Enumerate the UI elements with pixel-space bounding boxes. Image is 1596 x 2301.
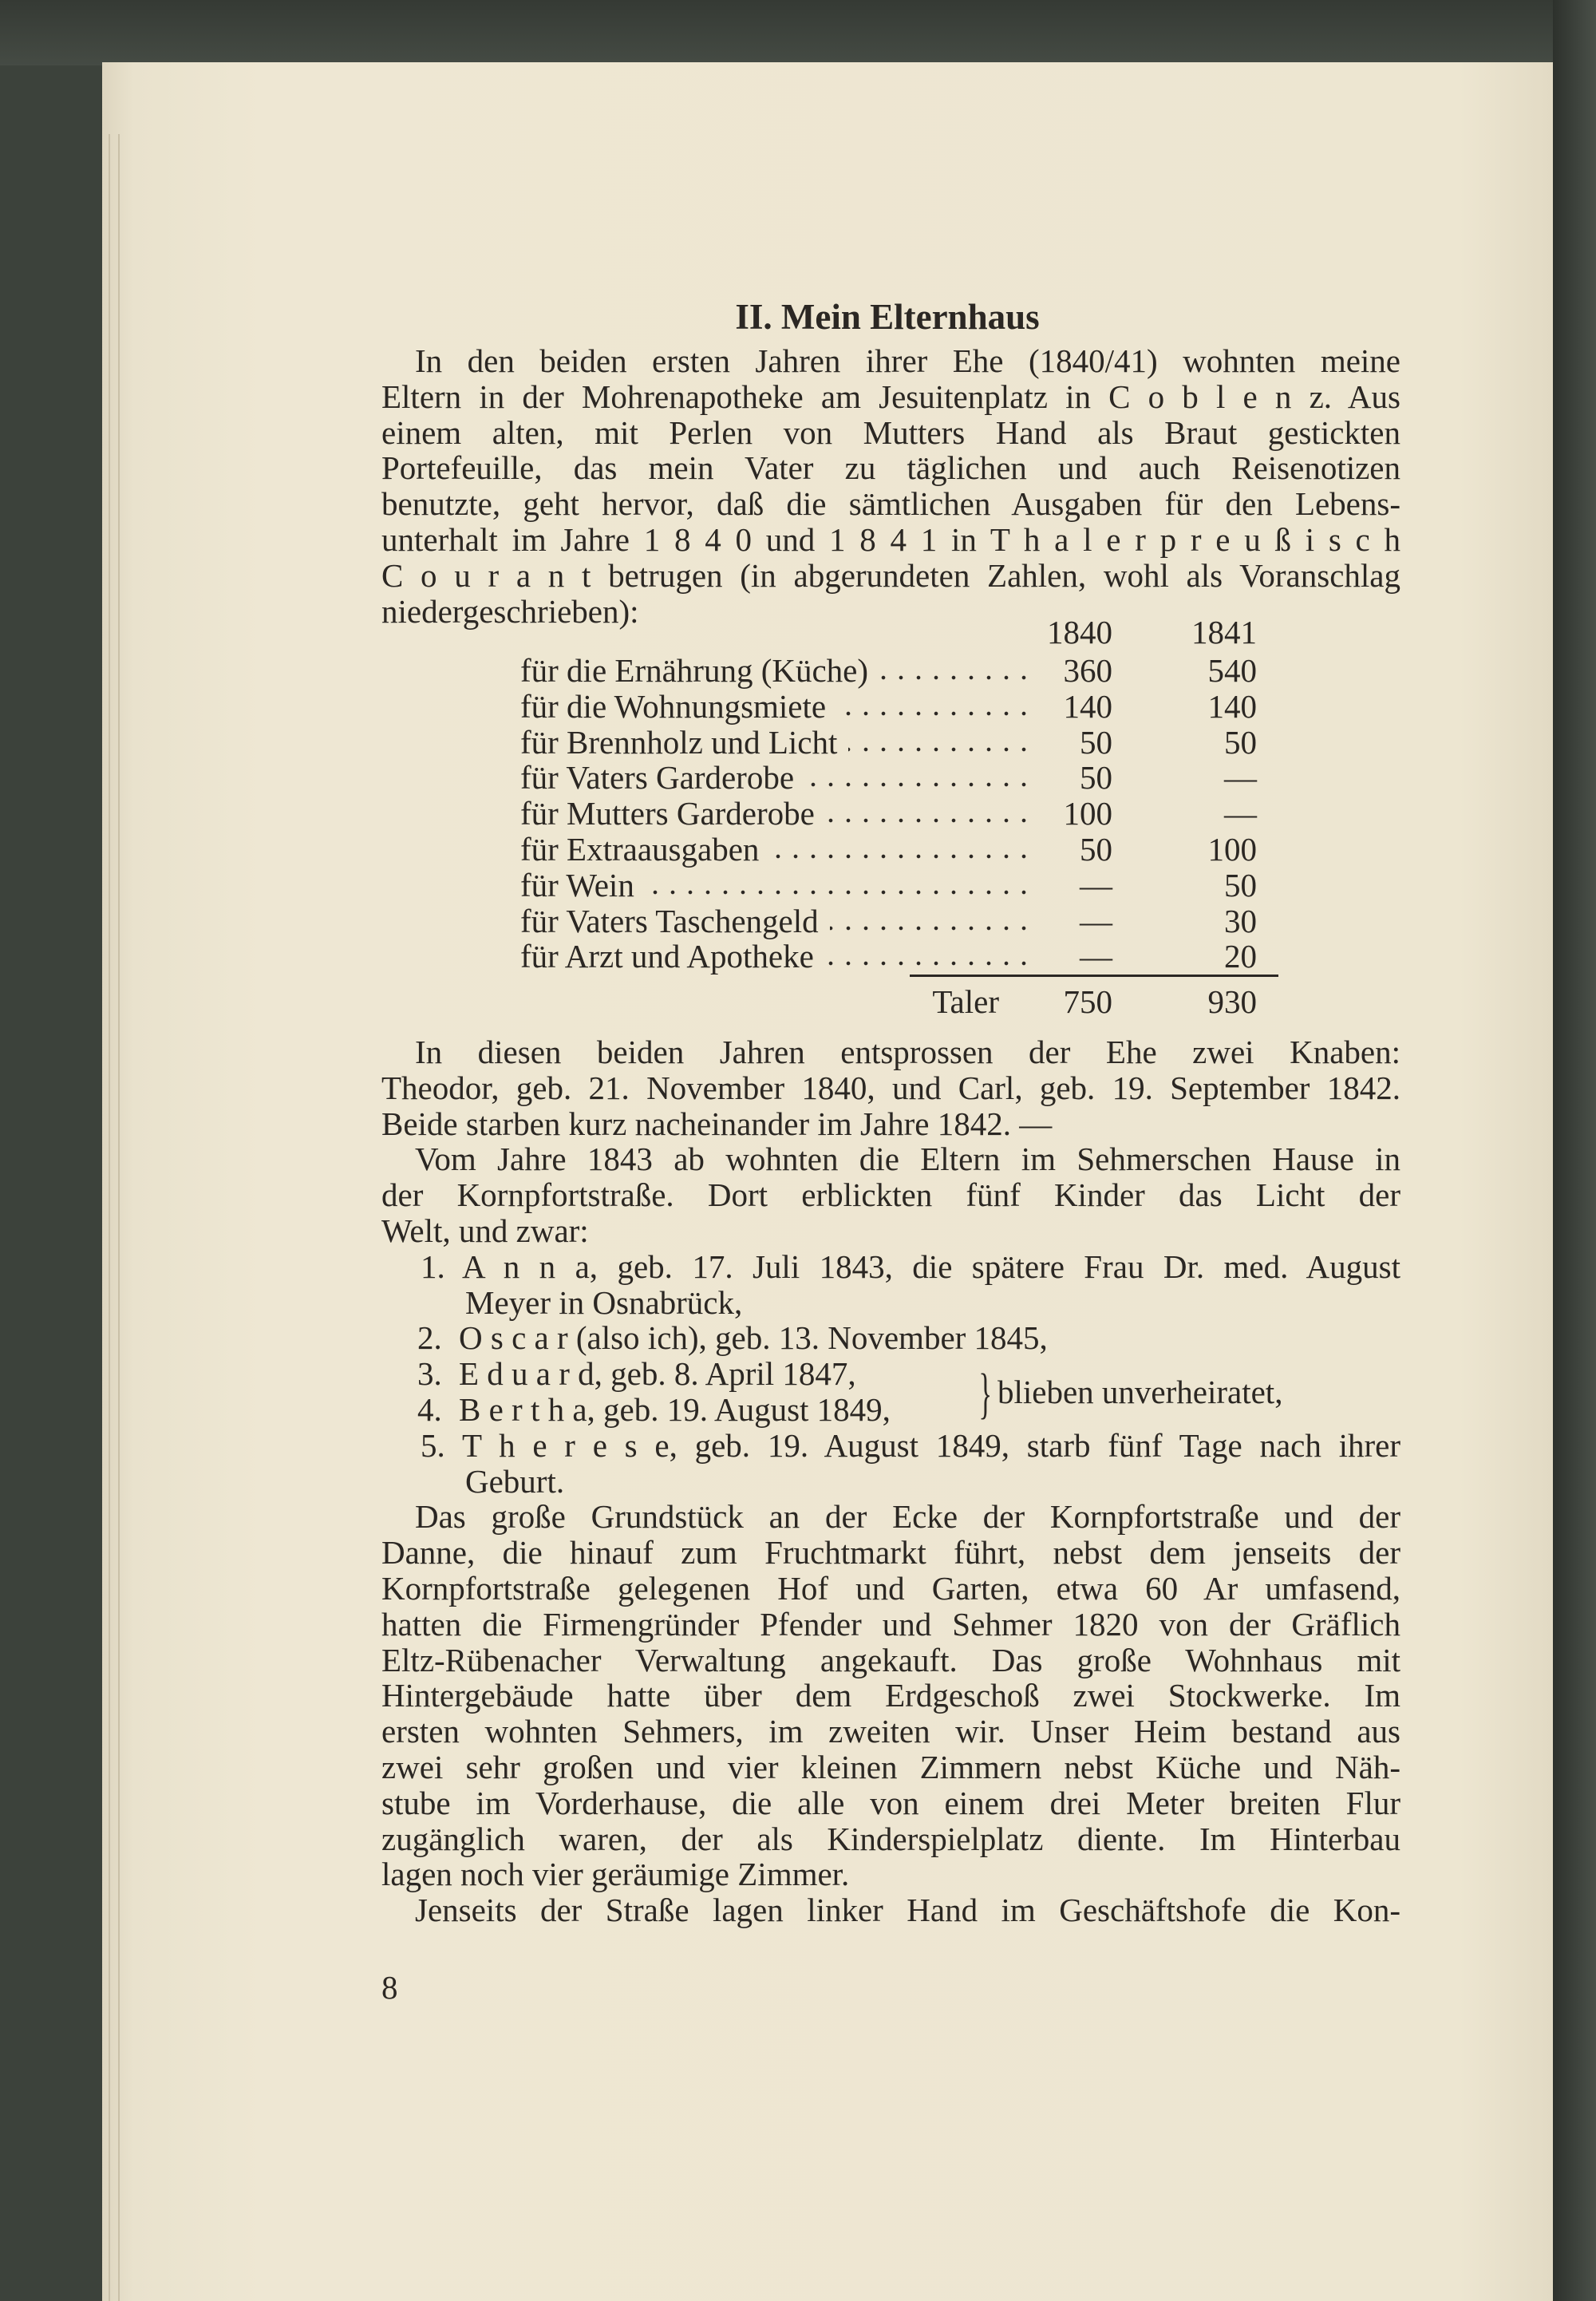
text-line: Kornpfortstraße gelegenen Hof und Garten, etwa 60 Ar umfasend, (381, 1569, 1400, 1607)
total-1840: 750 (1063, 983, 1112, 1020)
list-item (421, 1428, 1400, 1464)
value-1840: 140 (1063, 687, 1112, 725)
expense-label: für die Ernährung (Küche) (520, 652, 869, 689)
expense-total-row (520, 984, 1286, 1020)
text-line: In diesen beiden Jahren entsprossen der Ehe zwei Knaben: (415, 1034, 1400, 1070)
expense-row (520, 868, 1286, 903)
dot-leader (646, 890, 1033, 895)
text-line: Eltern in der Mohrenapotheke am Jesuitenplatz in C o b l e n z. Aus (381, 378, 1400, 415)
value-1840: 50 (1080, 830, 1112, 868)
book-cover-right (1553, 0, 1596, 2301)
text-line: Hintergebäude hatte über dem Erdgeschoß zwei Stockwerke. Im (381, 1677, 1400, 1714)
expense-label: für Wein (520, 866, 634, 903)
expense-label: für Arzt und Apotheke (520, 938, 814, 975)
list-number: 1. (421, 1247, 445, 1285)
expense-table-header (520, 615, 1286, 650)
list-number: 5. (421, 1426, 445, 1464)
expense-row (520, 653, 1286, 689)
intro-paragraph (381, 343, 1400, 629)
page-number: 8 (381, 1969, 398, 2006)
column-header-1841: 1841 (1191, 614, 1257, 650)
dot-leader (830, 926, 1033, 931)
list-text: A n n a, geb. 17. Juli 1843, die spätere Frau Dr. med. August (462, 1247, 1400, 1285)
dot-leader (826, 818, 1033, 823)
list-text: Meyer in Osnabrück, (465, 1283, 743, 1321)
text-line: Welt, und zwar: (381, 1212, 589, 1249)
value-1841: — (1224, 759, 1257, 797)
expense-label: für Extraausgaben (520, 830, 760, 868)
value-1841: 100 (1207, 830, 1257, 868)
value-1841: 20 (1224, 938, 1257, 975)
list-text: B e r t h a, geb. 19. August 1849, (459, 1390, 891, 1428)
text-line: Vom Jahre 1843 ab wohnten die Eltern im Sehmerschen Hause in (415, 1141, 1400, 1178)
total-label: Taler (932, 983, 999, 1020)
text-line: benutzte, geht hervor, daß die sämtlichen Ausgaben für den Lebens- (381, 485, 1400, 523)
expense-label: für Vaters Taschengeld (520, 902, 819, 939)
value-1841: 50 (1224, 723, 1257, 761)
value-1841: 50 (1224, 866, 1257, 903)
value-1841: 140 (1207, 687, 1257, 725)
value-1840: 50 (1080, 759, 1112, 797)
book-cover-top (0, 0, 1596, 65)
list-text: O s c a r (also ich), geb. 13. November 1845, (459, 1319, 1048, 1357)
text-line: niedergeschrieben): (381, 592, 639, 630)
expense-row (520, 903, 1286, 939)
chapter-title: II. Mein Elternhaus (735, 297, 1040, 337)
text-line: einem alten, mit Perlen von Mutters Hand als Braut gestickten (381, 413, 1400, 451)
dot-leader (837, 711, 1033, 716)
expense-row (520, 796, 1286, 832)
list-number: 4. (417, 1390, 442, 1428)
list-number: 2. (417, 1319, 442, 1357)
total-1841: 930 (1207, 983, 1257, 1020)
value-1841: 30 (1224, 902, 1257, 939)
expense-label: für Mutters Garderobe (520, 795, 815, 832)
value-1840: 50 (1080, 723, 1112, 761)
expense-label: für die Wohnungsmiete (520, 687, 827, 725)
text-line: unterhalt im Jahre 1 8 4 0 und 1 8 4 1 in T h a l e r p r e u ß i s c h (381, 520, 1400, 558)
expense-row (520, 939, 1286, 975)
text-line: Theodor, geb. 21. November 1840, und Carl, geb. 19. September 1842. (381, 1069, 1400, 1106)
list-text: E d u a r d, geb. 8. April 1847, (459, 1355, 856, 1393)
value-1840: — (1080, 938, 1112, 975)
expense-label: für Vaters Garderobe (520, 759, 795, 797)
text-line: In den beiden ersten Jahren ihrer Ehe (1840/41) wohnten meine (415, 342, 1400, 379)
sum-rule (910, 975, 1278, 977)
value-1841: 540 (1207, 652, 1257, 689)
text-line: Das große Grundstück an der Ecke der Kornpfortstraße und der (415, 1498, 1400, 1536)
text-line: Eltz-Rübenacher Verwaltung angekauft. Das große Wohnhaus mit (381, 1641, 1400, 1678)
text-line: Portefeuille, das mein Vater zu täglichen und auch Reisenotizen (381, 449, 1400, 487)
list-item-continuation (465, 1285, 1400, 1321)
column-header-1840: 1840 (1047, 614, 1112, 650)
text-line: Danne, die hinauf zum Fruchtmarkt führt, nebst dem jenseits der (381, 1534, 1400, 1572)
text-line: der Kornpfortstraße. Dort erblickten fünf Kinder das Licht der (381, 1176, 1400, 1214)
value-1840: — (1080, 866, 1112, 903)
text-line: zwei sehr großen und vier kleinen Zimmern nebst Küche und Näh- (381, 1748, 1400, 1785)
text-line: stube im Vorderhause, die alle von einem drei Meter breiten Flur (381, 1784, 1400, 1821)
page-edge-line (118, 134, 120, 2301)
brace-note: blieben unverheiratet, (998, 1374, 1283, 1410)
value-1840: 360 (1063, 652, 1112, 689)
text-line: hatten die Firmengründer Pfender und Sehmer 1820 von der Gräflich (381, 1605, 1400, 1643)
list-number: 3. (417, 1355, 442, 1393)
text-line: zugänglich waren, der als Kinderspielplatz diente. Im Hinterbau (381, 1820, 1400, 1857)
list-item-continuation (465, 1464, 1400, 1500)
list-item (421, 1249, 1400, 1285)
value-1841: — (1224, 795, 1257, 832)
page-edge-line (109, 134, 110, 2301)
list-item (417, 1320, 1400, 1356)
value-1840: 100 (1063, 795, 1112, 832)
dot-leader (770, 854, 1033, 859)
dot-leader (825, 961, 1033, 966)
dot-leader (805, 782, 1033, 787)
expense-row (520, 760, 1286, 796)
expense-row (520, 689, 1286, 725)
expense-row (520, 832, 1286, 868)
text-line: ersten wohnten Sehmers, im zweiten wir. Unser Heim bestand aus (381, 1713, 1400, 1750)
list-text: T h e r e s e, geb. 19. August 1849, starb fünf Tage nach ihrer (462, 1426, 1400, 1464)
body-text (381, 1034, 1400, 1928)
list-text: Geburt. (465, 1462, 565, 1500)
text-line: Jenseits der Straße lagen linker Hand im Geschäftshofe die Kon- (415, 1892, 1400, 1929)
expense-label: für Brennholz und Licht (520, 723, 838, 761)
text-line: lagen noch vier geräumige Zimmer. (381, 1856, 850, 1893)
dot-leader (848, 747, 1033, 752)
expense-table (520, 653, 1286, 975)
value-1840: — (1080, 902, 1112, 939)
text-line: Beide starben kurz nacheinander im Jahre 1842. — (381, 1105, 1053, 1142)
expense-row (520, 725, 1286, 761)
text-line: C o u r a n t betrugen (in abgerundeten Zahlen, wohl als Voranschlag (381, 556, 1400, 594)
dot-leader (879, 675, 1033, 680)
brace-symbol: } (978, 1363, 993, 1425)
